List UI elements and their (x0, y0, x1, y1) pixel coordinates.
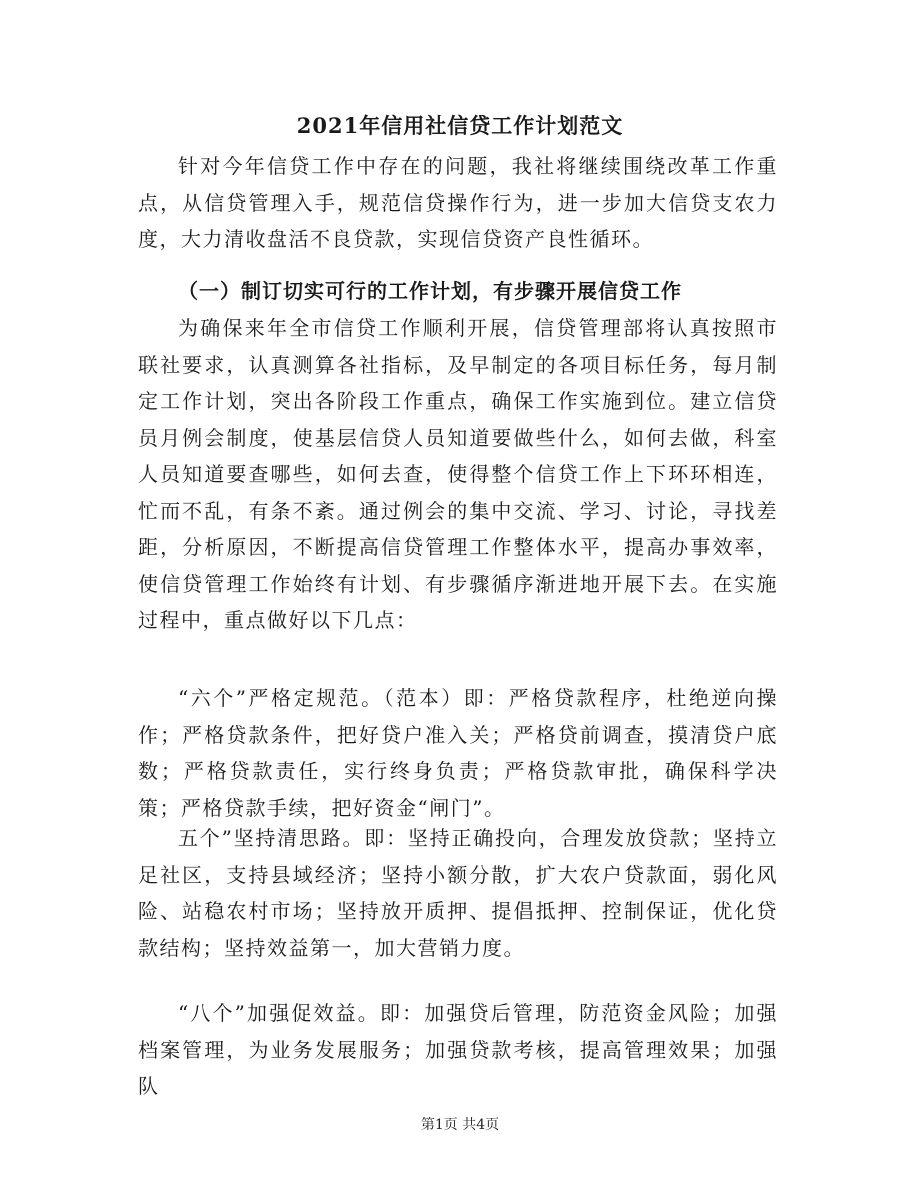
point-eight-paragraph: “八个”加强促效益。即：加强贷后管理，防范资金风险；加强档案管理，为业务发展服务；加强贷款考核，提高管理效果；加强队 (138, 1001, 778, 1098)
intro-paragraph: 针对今年信贷工作中存在的问题，我社将继续围绕改革工作重点，从信贷管理入手，规范信贷操作行为，进一步加大信贷支农力度，大力清收盘活不良贷款，实现信贷资产良性循环。 (138, 154, 778, 251)
document-title: 2021年信用社信贷工作计划范文 (296, 113, 624, 138)
section-body-paragraph: 为确保来年全市信贷工作顺利开展，信贷管理部将认真按照市联社要求，认真测算各社指标，及早制定的各项目标任务，每月制定工作计划，突出各阶段工作重点，确保工作实施到位。建立信贷员月例会制度，使基层信贷人员知道要做些什么，如何去做，科室人员知道要查哪些，如何去查，使得整个信贷工作上下环环相连，忙而不乱，有条不紊。通过例会的集中交流、学习、讨论，寻找差距，分析原因，不断提高信贷管理工作整体水平，提高办事效率，使信贷管理工作始终有计划、有步骤循序渐进地开展下去。在实施过程中，重点做好以下几点： (138, 316, 778, 632)
section-heading: （一）制订切实可行的工作计划，有步骤开展信贷工作 (178, 279, 682, 303)
point-five-paragraph: 五个”坚持清思路。即：坚持正确投向，合理发放贷款；坚持立足社区，支持县域经济；坚持小额分散，扩大农户贷款面，弱化风险、站稳农村市场；坚持放开质押、提倡抵押、控制保证，优化贷款结构；坚持效益第一，加大营销力度。 (138, 826, 778, 960)
point-six-paragraph: “六个”严格定规范。（范本）即：严格贷款程序，杜绝逆向操作；严格贷款条件，把好贷户准入关；严格贷前调查，摸清贷户底数；严格贷款责任，实行终身负责；严格贷款审批，确保科学决策；严格贷款手续，把好资金“闸门”。 (138, 686, 778, 820)
page-footer: 第1页 共4页 (420, 1117, 500, 1133)
